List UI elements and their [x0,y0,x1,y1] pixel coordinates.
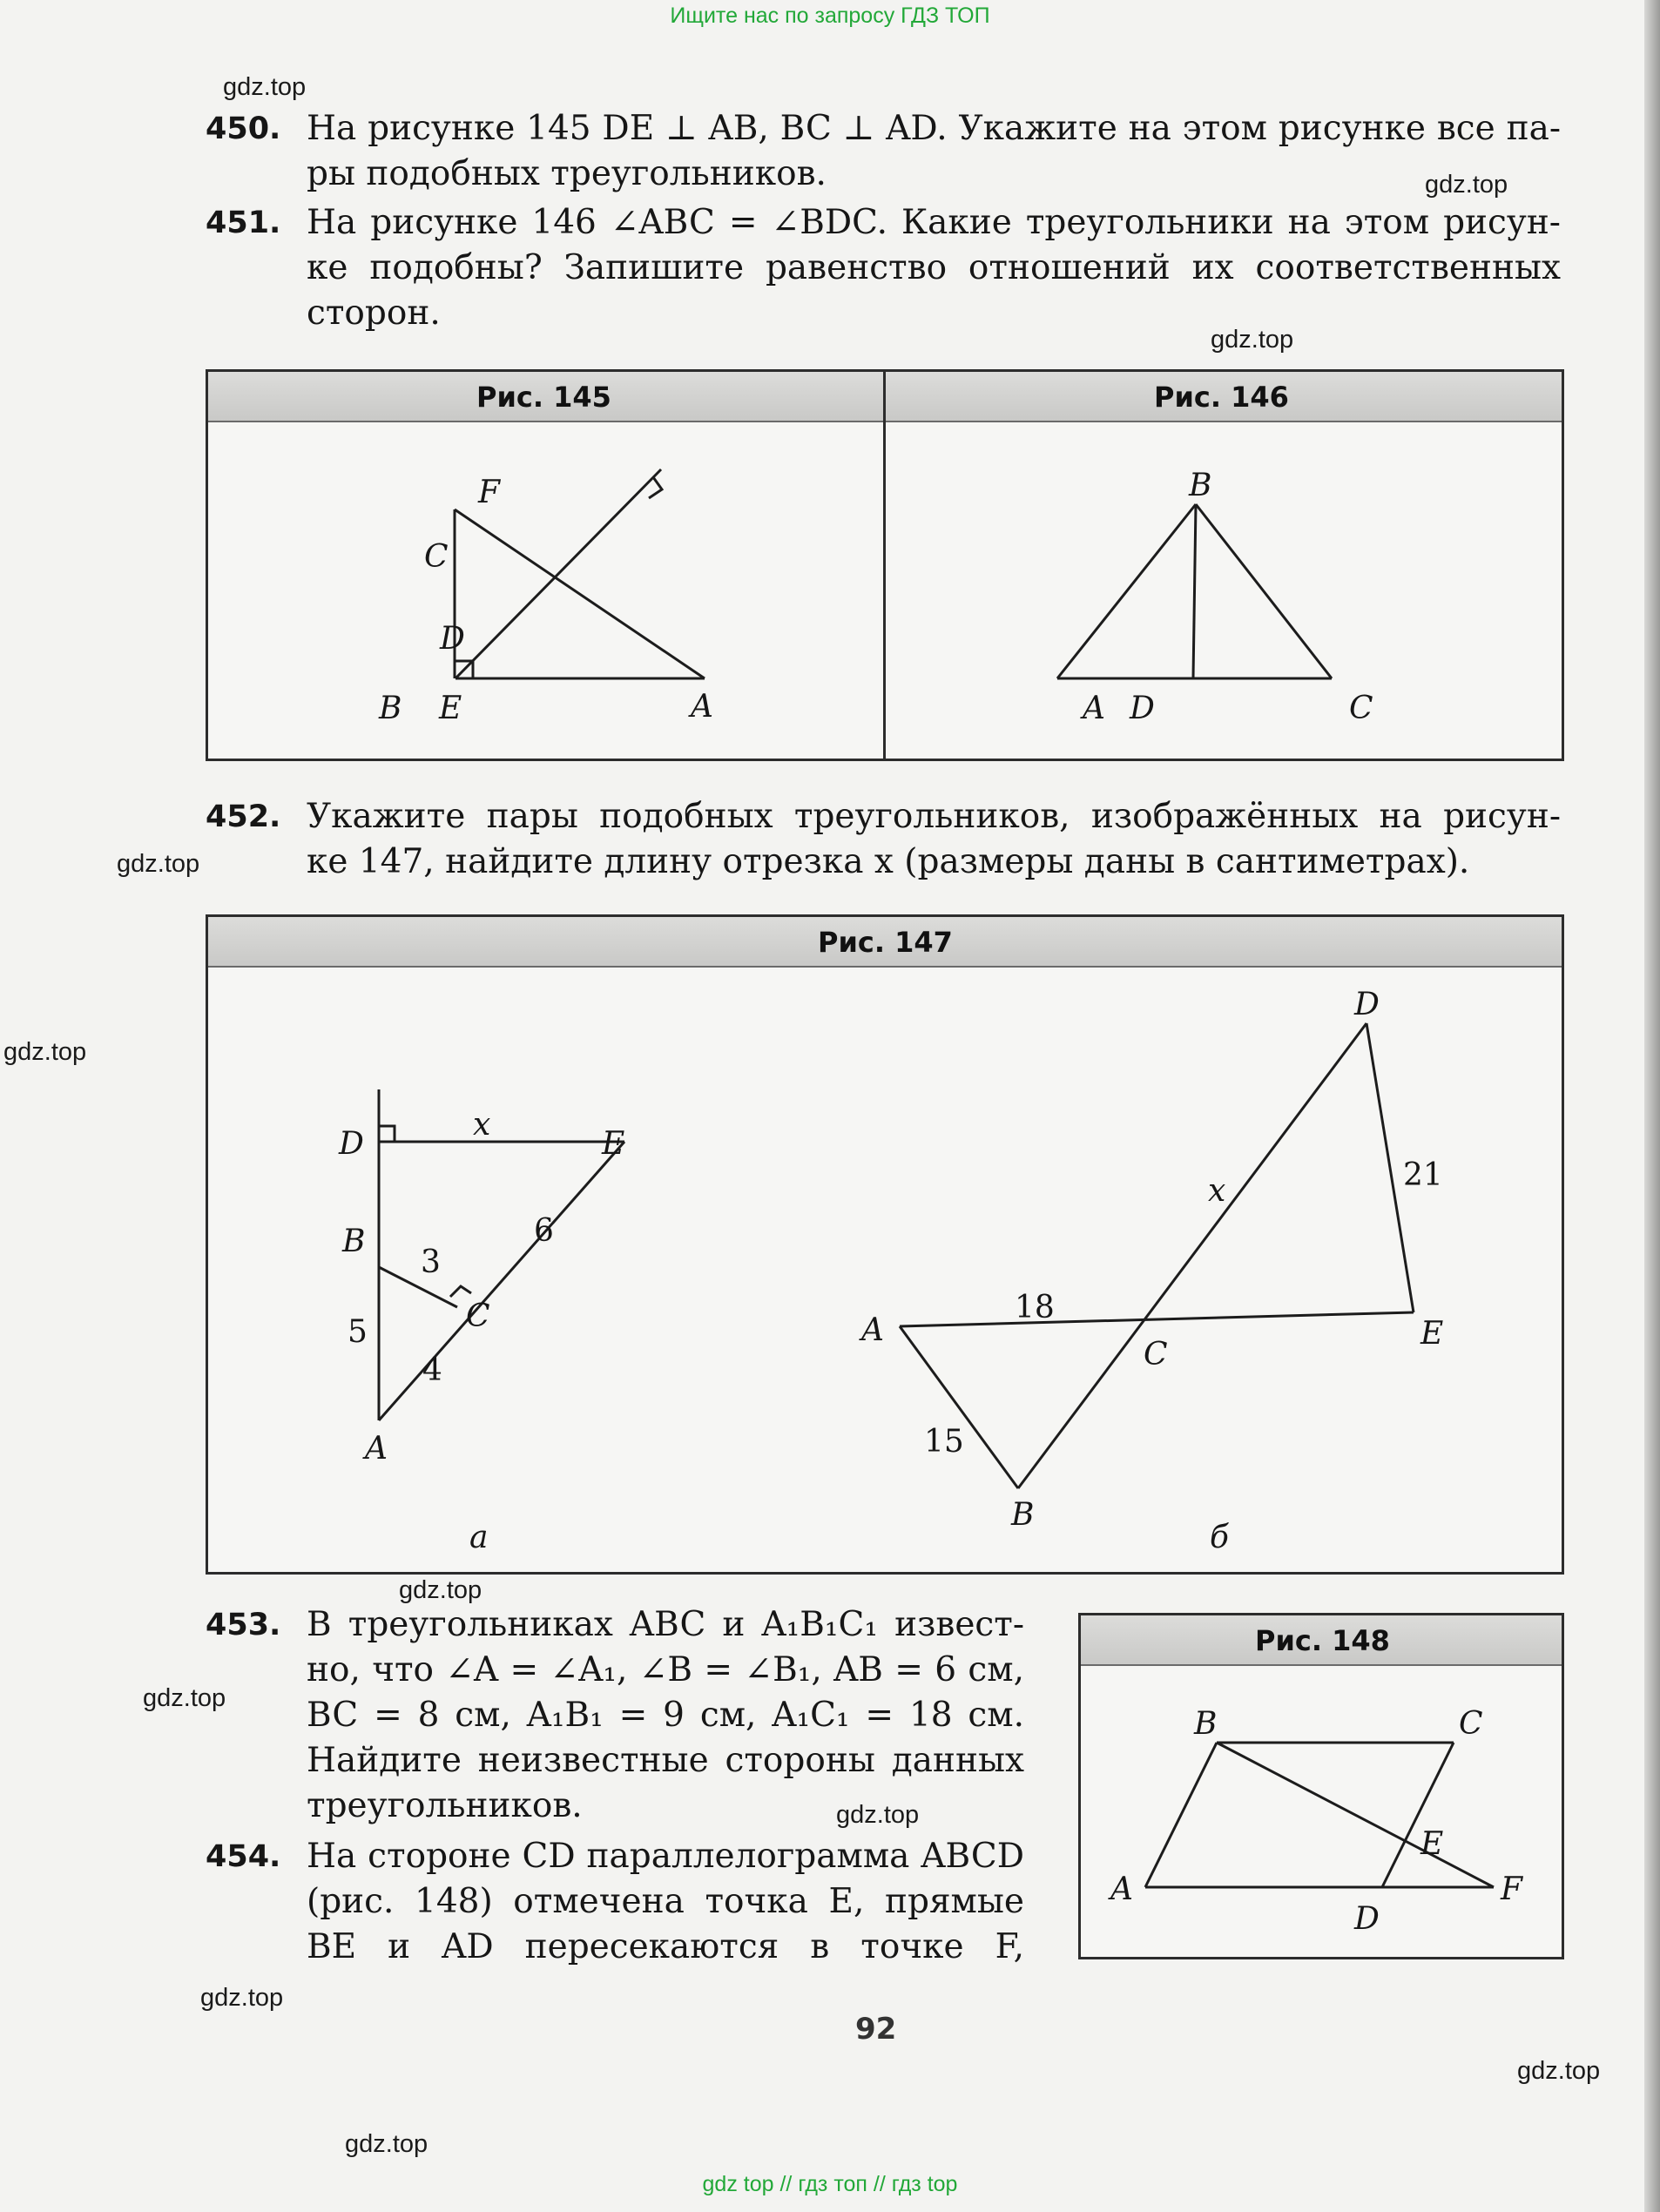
watermark: gdz.top [117,850,200,878]
label-A: A [691,689,713,725]
figure-148-title: Рис. 148 [1255,1624,1390,1657]
label-C: C [1144,1337,1168,1372]
watermark: gdz.top [836,1801,920,1829]
figure-147-drawing [208,917,1562,1572]
watermark: gdz.top [200,1984,284,2012]
label-CA-length: 4 [422,1352,442,1388]
top-banner[interactable]: Ищите нас по запросу ГДЗ ТОП [670,3,990,28]
label-AB-length: 15 [924,1424,964,1460]
text-line: В треугольниках ABC и A₁B₁C₁ извест- [307,1605,1024,1644]
figure-147-box [206,914,1564,1575]
text-line: (рис. 148) отмечена точка E, прямые [307,1882,1024,1921]
label-D: D [1354,987,1380,1022]
figure-147-title: Рис. 147 [818,926,953,959]
page-number: 92 [855,2012,897,2047]
label-E: E [1420,1826,1444,1862]
label-A: A [365,1431,388,1467]
problem-454-text [307,1834,1024,1970]
label-A: A [1110,1871,1133,1907]
text-line: треугольников. [307,1786,583,1825]
label-E: E [439,691,462,726]
label-B: B [342,1224,366,1259]
label-x: x [473,1107,491,1143]
label-D: D [1354,1901,1380,1937]
watermark: gdz.top [1425,171,1508,199]
figure-147b-lines [900,1023,1414,1488]
figure-146-title: Рис. 146 [1154,381,1289,414]
label-A: A [861,1312,884,1348]
figure-148-box [1078,1613,1564,1959]
label-F: F [1501,1871,1522,1907]
watermark: gdz.top [3,1038,87,1066]
text-line: ке 147, найдите длину отрезка x (размеры даны в сантиметрах). [307,842,1470,881]
watermark: gdz.top [1211,326,1294,354]
watermark: gdz.top [399,1576,482,1604]
label-BC-length: 3 [421,1244,441,1280]
label-E: E [602,1126,625,1162]
label-AB-length: 5 [348,1314,368,1350]
problem-451-text [307,200,1561,336]
figure-145-146-box [206,369,1564,761]
problem-number: 450. [206,111,281,146]
caption-a: а [469,1520,489,1555]
label-B: B [1011,1497,1035,1533]
label-B: B [1194,1706,1218,1742]
watermark: gdz.top [143,1684,226,1712]
bottom-banner[interactable]: gdz top // гдз топ // гдз top [702,2172,958,2196]
label-C: C [1349,691,1373,726]
label-D: D [339,1126,364,1162]
watermark: gdz.top [1517,2057,1601,2085]
problem-number: 453. [206,1608,281,1642]
label-DE-length: 21 [1403,1157,1443,1193]
figure-145-title: Рис. 145 [476,381,611,414]
label-E: E [1420,1316,1444,1352]
figure-145-146-drawing [208,372,1562,759]
label-B: B [379,691,402,726]
text-line: На рисунке 146 ∠ABC = ∠BDC. Какие треугольники на этом рисун- [307,203,1561,242]
figure-147a-lines [379,1089,624,1420]
text-line: На стороне CD параллелограмма ABCD [307,1837,1024,1876]
text-line: Найдите неизвестные стороны данных [307,1741,1024,1780]
label-A: A [1083,691,1105,726]
text-line: ры подобных треугольников. [307,154,827,193]
text-line: но, что ∠A = ∠A₁, ∠B = ∠B₁, AB = 6 см, [307,1650,1024,1689]
label-x: x [1208,1173,1226,1209]
problem-number: 452. [206,799,281,834]
figure-148-drawing [1081,1615,1562,1957]
label-F: F [478,475,500,510]
watermark: gdz.top [223,73,307,101]
figure-148-lines [1145,1743,1494,1887]
text-line: BE и AD пересекаются в точке F, [307,1927,1024,1966]
label-D: D [440,621,465,657]
problem-453-text [307,1602,1024,1829]
text-line: Укажите пары подобных треугольников, изображённых на рисун- [307,797,1561,836]
label-AC-length: 18 [1015,1290,1055,1325]
watermark: gdz.top [345,2130,428,2158]
text-line: BC = 8 см, A₁B₁ = 9 см, A₁C₁ = 18 см. [307,1696,1024,1735]
figure-146-lines [1057,504,1332,678]
text-line: На рисунке 145 DE ⊥ AB, BC ⊥ AD. Укажите на этом рисунке все па- [307,109,1561,148]
problem-number: 454. [206,1839,281,1874]
problem-452-text [307,794,1561,885]
label-C: C [1459,1706,1483,1742]
label-CE-length: 6 [534,1213,554,1249]
caption-b: б [1210,1520,1229,1555]
label-D: D [1130,691,1155,726]
text-line: ке подобны? Запишите равенство отношений их соответственных [307,248,1561,287]
label-C: C [424,539,449,575]
label-B: B [1189,468,1212,503]
text-line: сторон. [307,293,441,333]
label-C: C [466,1298,490,1334]
page-edge-shadow [1644,0,1660,2212]
problem-number: 451. [206,206,281,240]
problem-450-text [307,106,1561,197]
